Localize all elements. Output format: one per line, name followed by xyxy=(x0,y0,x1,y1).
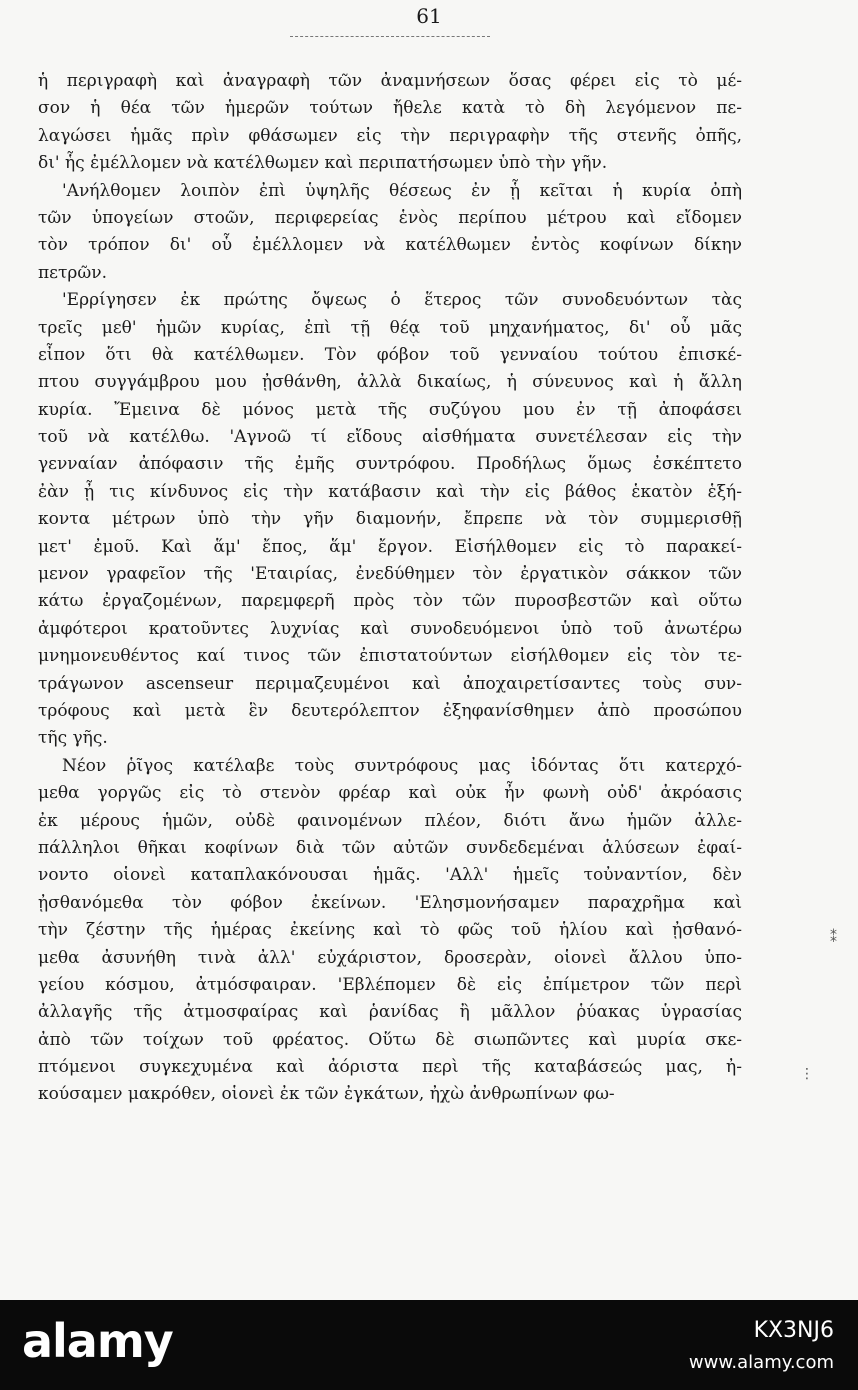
text-line: κοντα μέτρων ὑπὸ τὴν γῆν διαμονήν, ἔπρεπε νὰ τὸν συμμερισθῇ xyxy=(38,509,742,530)
paragraph xyxy=(38,753,742,1109)
text-line: μενον γραφεῖον τῆς 'Εταιρίας, ἐνεδύθημεν τὸν ἐργατικὸν σάκκον τῶν xyxy=(38,564,742,585)
text-line: κυρία. Ἔμεινα δὲ μόνος μετὰ τῆς συζύγου μου ἐν τῇ ἀποφάσει xyxy=(38,399,742,420)
text-line: κούσαμεν μακρόθεν, οἱονεὶ ἐκ τῶν ἐγκάτων, ἠχὼ ἀνθρωπίνων φω- xyxy=(38,1084,615,1105)
text-line: ἀλλαγῆς τῆς ἀτμοσφαίρας καὶ ῥανίδας ἢ μᾶλλον ῥύακας ὑγρασίας xyxy=(38,1002,742,1023)
text-line: ἐκ μέρους ἡμῶν, οὐδὲ φαινομένων πλέον, διότι ἄνω ἡμῶν ἀλλε- xyxy=(38,810,742,831)
text-line: τοῦ νὰ κατέλθω. 'Αγνοῶ τί εἴδους αἰσθήματα συνετέλεσαν εἰς τὴν xyxy=(38,427,742,448)
text-line: 'Ανήλθομεν λοιπὸν ἐπὶ ὑψηλῆς θέσεως ἐν ᾗ κεῖται ἡ κυρία ὀπὴ xyxy=(62,180,742,201)
text-line: τῶν ὑπογείων στοῶν, περιφερείας ἑνὸς περίπου μέτρου καὶ εἴδομεν xyxy=(38,207,742,228)
text-line: τὸν τρόπον δι' οὗ ἐμέλλομεν νὰ κατέλθωμεν ἐντὸς κοφίνων δίκην xyxy=(38,235,742,256)
alamy-logo: alamy xyxy=(22,1314,173,1368)
header-rule xyxy=(290,36,490,37)
text-line: γείου κόσμου, ἀτμόσφαιραν. 'Εβλέπομεν δὲ εἰς ἐπίμετρον τῶν περὶ xyxy=(38,974,742,995)
body-text xyxy=(38,68,742,1109)
text-line: μνημονευθέντος καί τινος τῶν ἐπιστατούντων εἰσήλθομεν εἰς τὸν τε- xyxy=(38,646,742,667)
text-line: πτου συγγάμβρου μου ᾐσθάνθη, ἀλλὰ δικαίως, ἡ σύνευνος καὶ ἡ ἄλλη xyxy=(38,372,742,393)
margin-speck: ⋮ xyxy=(800,1066,814,1082)
margin-speck: ⁑ xyxy=(830,930,837,946)
text-line: ἐὰν ᾖ τις κίνδυνος εἰς τὴν κατάβασιν καὶ τὴν εἰς βάθος ἑκατὸν ἑξή- xyxy=(38,481,742,502)
paragraph xyxy=(38,287,742,753)
paragraph xyxy=(38,178,742,288)
image-code: KX3NJ6 xyxy=(753,1318,834,1343)
text-line: δι' ἧς ἐμέλλομεν νὰ κατέλθωμεν καὶ περιπατήσωμεν ὑπὸ τὴν γῆν. xyxy=(38,153,608,174)
text-line: τρεῖς μεθ' ἡμῶν κυρίας, ἐπὶ τῇ θέᾳ τοῦ μηχανήματος, δι' οὗ μᾶς xyxy=(38,317,742,338)
text-line: λαγώσει ἡμᾶς πρὶν φθάσωμεν εἰς τὴν περιγραφὴν τῆς στενῆς ὀπῆς, xyxy=(38,125,742,146)
text-line: κάτω ἐργαζομένων, παρεμφερῆ πρὸς τὸν τῶν πυροσβεστῶν καὶ οὕτω xyxy=(38,591,742,612)
text-line: τὴν ζέστην τῆς ἡμέρας ἐκείνης καὶ τὸ φῶς τοῦ ἡλίου καὶ ᾐσθανό- xyxy=(38,920,742,941)
text-line: ἀμφότεροι κρατοῦντες λυχνίας καὶ συνοδευόμενοι ὑπὸ τοῦ ἀνωτέρω xyxy=(38,618,742,639)
text-line: τῆς γῆς. xyxy=(38,728,108,749)
text-line: Νέον ῥῖγος κατέλαβε τοὺς συντρόφους μας ἰδόντας ὅτι κατερχό- xyxy=(62,755,742,776)
watermark-footer xyxy=(0,1300,858,1390)
text-line: πάλληλοι θῆκαι κοφίνων διὰ τῶν αὐτῶν συνδεδεμέναι ἁλύσεων ἐφαί- xyxy=(38,837,742,858)
text-line: τράγωνον ascenseur περιμαζευμένοι καὶ ἀποχαιρετίσαντες τοὺς συν- xyxy=(38,673,742,694)
text-line: εἶπον ὅτι θὰ κατέλθωμεν. Τὸν φόβον τοῦ γενναίου τούτου ἐπισκέ- xyxy=(38,344,742,365)
text-line: πετρῶν. xyxy=(38,262,107,283)
page-number: 61 xyxy=(416,4,442,28)
text-line: μεθα γοργῶς εἰς τὸ στενὸν φρέαρ καὶ οὐκ ἦν φωνὴ οὐδ' ἀκρόασις xyxy=(38,783,742,804)
text-line: ἀπὸ τῶν τοίχων τοῦ φρέατος. Οὕτω δὲ σιωπῶντες καὶ μυρία σκε- xyxy=(38,1029,742,1050)
text-line: μετ' ἐμοῦ. Καὶ ἅμ' ἔπος, ἅμ' ἔργον. Εἰσήλθομεν εἰς τὸ παρακεί- xyxy=(38,536,742,557)
text-line: πτόμενοι συγκεχυμένα καὶ ἀόριστα περὶ τῆς καταβάσεώς μας, ἠ- xyxy=(38,1057,742,1078)
text-line: τρόφους καὶ μετὰ ἓν δευτερόλεπτον ἐξηφανίσθημεν ἀπὸ προσώπου xyxy=(38,700,742,721)
text-line: νοντο οἱονεὶ καταπλακόνουσαι ἡμᾶς. 'Αλλ' ἡμεῖς τοὐναντίον, δὲν xyxy=(38,865,742,886)
text-line: 'Ερρίγησεν ἐκ πρώτης ὄψεως ὁ ἕτερος τῶν συνοδευόντων τὰς xyxy=(62,290,742,311)
text-line: ἡ περιγραφὴ καὶ ἀναγραφὴ τῶν ἀναμνήσεων ὅσας φέρει εἰς τὸ μέ- xyxy=(38,71,742,91)
paragraph xyxy=(38,68,742,178)
text-line: γενναίαν ἀπόφασιν τῆς ἐμῆς συντρόφου. Προδήλως ὅμως ἐσκέπτετο xyxy=(38,454,742,475)
text-line: ᾐσθανόμεθα τὸν φόβον ἐκείνων. 'Ελησμονήσαμεν παραχρῆμα καὶ xyxy=(38,892,742,913)
site-url: www.alamy.com xyxy=(688,1352,834,1373)
text-line: μεθα ἀσυνήθη τινὰ ἀλλ' εὐχάριστον, δροσερὰν, οἱονεὶ ἄλλου ὑπο- xyxy=(38,947,742,968)
text-line: σον ἡ θέα τῶν ἡμερῶν τούτων ἤθελε κατὰ τὸ δὴ λεγόμενον πε- xyxy=(38,98,742,119)
